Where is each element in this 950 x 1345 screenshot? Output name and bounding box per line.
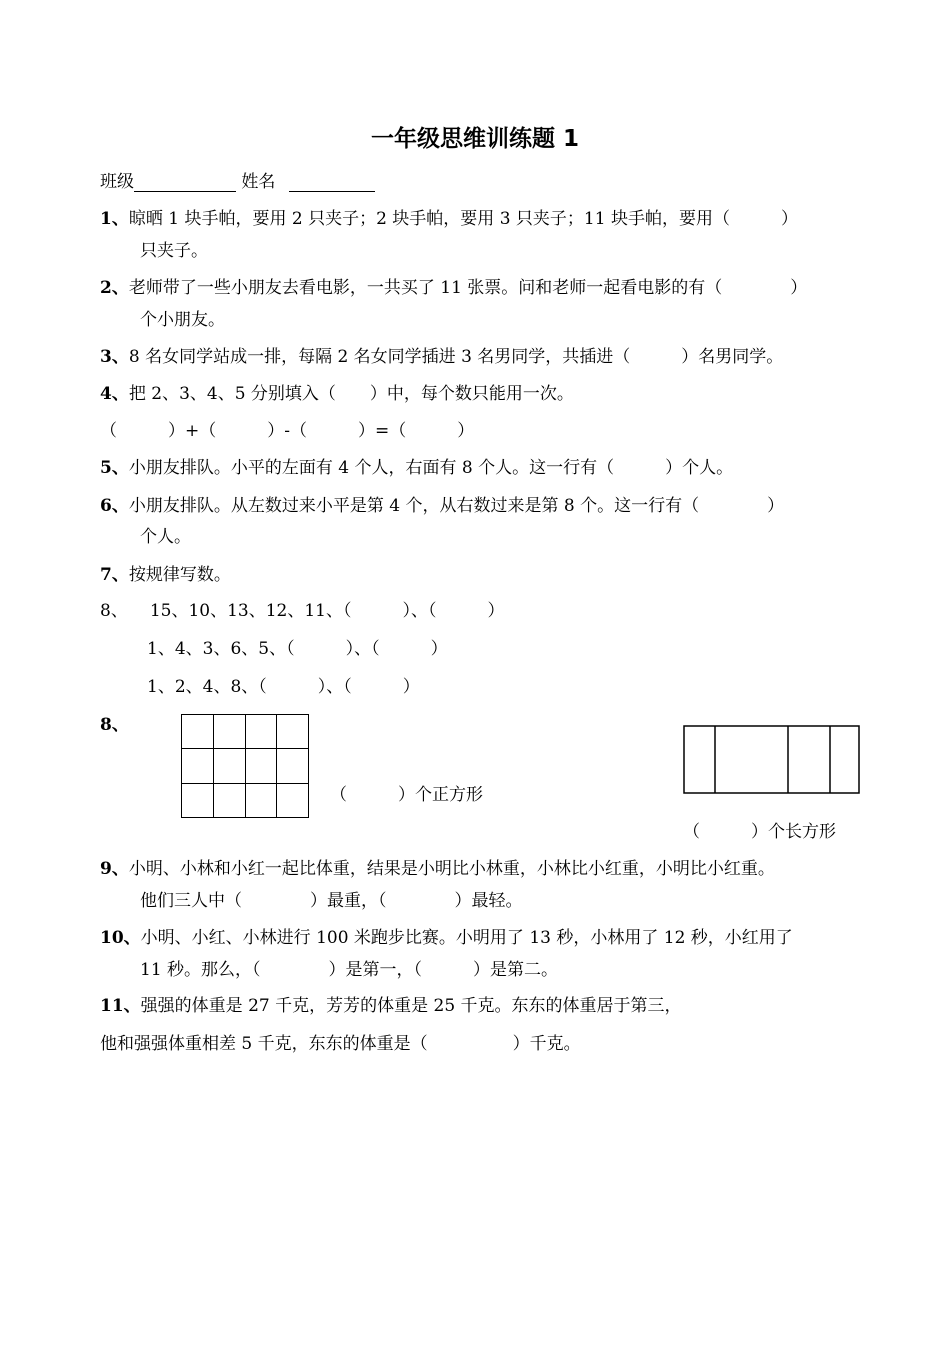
square-grid-figure: [181, 714, 309, 818]
sequence-3: 1、2、4、8、（ ）、（ ）: [147, 677, 420, 697]
grid-cell: [245, 715, 277, 749]
question-text: 小明、小林和小红一起比体重，结果是小明比小林重，小林比小红重，小明比小红重。: [128, 859, 775, 879]
sequence-2: 1、4、3、6、5、（ ）、（ ）: [147, 639, 448, 659]
question-3: [100, 342, 783, 367]
grid-cell: [182, 783, 214, 817]
question-number: 8、: [100, 715, 129, 735]
question-number: 5、: [100, 458, 129, 478]
rectangles-answer: （ ）个长方形: [683, 822, 836, 842]
page-title: 一年级思维训练题 1: [370, 126, 579, 152]
grid-cell: [182, 749, 214, 783]
grid-cell: [213, 783, 245, 817]
question-text: 小朋友排队。从左数过来小平是第 4 个，从右数过来是第 8 个。这一行有（ ）: [128, 496, 785, 516]
grid-cell: [182, 715, 214, 749]
question-4-equation: （ ）+（ ）-（ ）=（ ）: [100, 421, 475, 441]
question-text: 晾晒 1 块手帕，要用 2 只夹子；2 块手帕，要用 3 只夹子；11 块手帕，要用（ ）: [128, 209, 798, 229]
question-2-cont: 个小朋友。: [140, 310, 225, 330]
grid-cell: [245, 783, 277, 817]
class-label: 班级: [100, 172, 134, 192]
question-10: [100, 923, 793, 948]
question-number: 11、: [100, 996, 141, 1016]
question-1-cont: 只夹子。: [140, 241, 208, 261]
name-blank[interactable]: [289, 173, 375, 192]
question-text: 8 名女同学站成一排，每隔 2 名女同学插进 3 名男同学，共插进（ ）名男同学。: [128, 347, 784, 367]
class-blank[interactable]: [134, 173, 236, 192]
question-text: 强强的体重是 27 千克，芳芳的体重是 25 千克。东东的体重居于第三，: [140, 996, 682, 1016]
squares-answer: （ ）个正方形: [330, 785, 483, 805]
question-7: [100, 560, 231, 585]
grid-cell: [213, 715, 245, 749]
question-5: [100, 453, 733, 478]
question-text: 小明、小红、小林进行 100 米跑步比赛。小明用了 13 秒，小林用了 12 秒，小红用了: [140, 928, 793, 948]
grid-cell: [277, 715, 309, 749]
rectangle-strip-figure: [683, 725, 861, 795]
question-number: 2、: [100, 278, 129, 298]
question-number: 9、: [100, 859, 129, 879]
question-6: [100, 491, 784, 516]
question-11-cont: 他和强强体重相差 5 千克，东东的体重是（ ）千克。: [100, 1034, 581, 1054]
question-4: [100, 379, 574, 404]
question-number: 10、: [100, 928, 141, 948]
question-8-sequences: [100, 596, 505, 621]
sequence-1: 15、10、13、12、11、（ ）、（ ）: [149, 601, 505, 621]
name-label: 姓名: [241, 172, 276, 192]
grid-cell: [213, 749, 245, 783]
question-number: 3、: [100, 347, 129, 367]
question-number: 4、: [100, 384, 129, 404]
question-text: 按规律写数。: [128, 565, 231, 585]
question-1: [100, 204, 798, 229]
question-number: 7、: [100, 565, 129, 585]
question-text: 小朋友排队。小平的左面有 4 个人，右面有 8 个人。这一行有（ ）个人。: [128, 458, 734, 478]
question-11: [100, 991, 682, 1016]
question-number: 1、: [100, 209, 129, 229]
outer-rectangle: [684, 726, 859, 793]
question-2: [100, 273, 807, 298]
student-info: [100, 167, 375, 192]
grid-cell: [277, 783, 309, 817]
question-6-cont: 个人。: [140, 527, 191, 547]
question-9-cont: 他们三人中（ ）最重，（ ）最轻。: [140, 891, 523, 911]
question-text: 老师带了一些小朋友去看电影，一共买了 11 张票。问和老师一起看电影的有（ ）: [128, 278, 808, 298]
question-10-cont: 11 秒。那么，（ ）是第一，（ ）是第二。: [140, 960, 559, 980]
question-text: 把 2、3、4、5 分别填入（ ）中，每个数只能用一次。: [128, 384, 574, 404]
question-9: [100, 854, 775, 879]
grid-cell: [245, 749, 277, 783]
question-8-shapes: [100, 710, 129, 735]
question-number: 6、: [100, 496, 129, 516]
grid-cell: [277, 749, 309, 783]
question-number: 8、: [100, 601, 128, 621]
